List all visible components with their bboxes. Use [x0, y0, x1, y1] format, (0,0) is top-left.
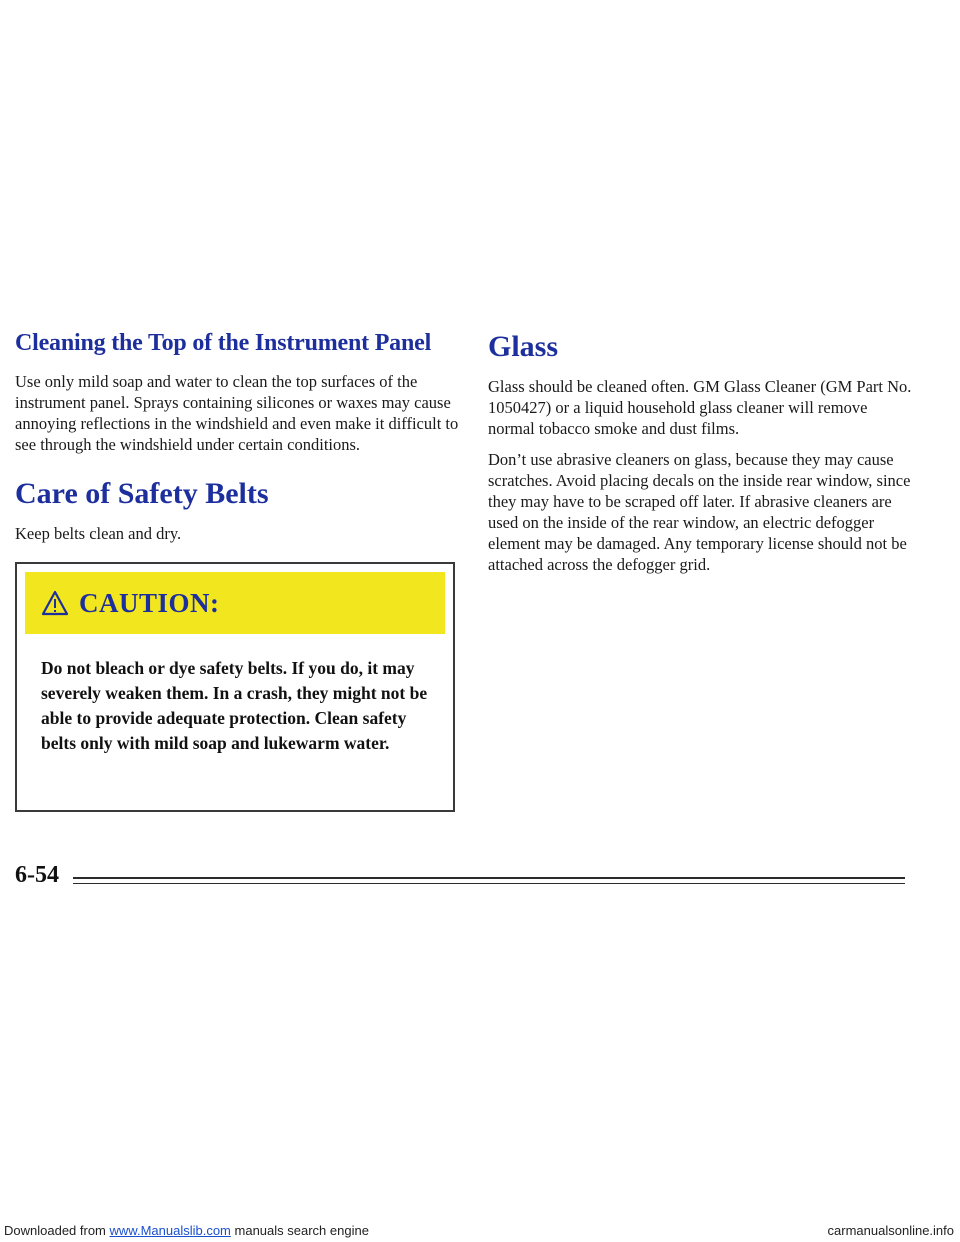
section-title-safety-belts: Care of Safety Belts [15, 477, 269, 510]
glass-paragraph-2: Don’t use abrasive cleaners on glass, because they may cause scratches. Avoid placing decals on the inside rear window, since they may have to be scraped off later. If abrasive cleaners are used on the inside of the rear window, an electric defogger element may be damaged. Any temporary license should not be attached across the defogger grid. [488, 450, 911, 574]
caution-header [25, 572, 445, 634]
page-footer [15, 862, 905, 892]
section-title-glass: Glass [488, 330, 559, 363]
safety-belts-paragraph: Keep belts clean and dry. [15, 524, 182, 543]
download-banner [0, 1220, 960, 1242]
glass-paragraph-1: Glass should be cleaned often. GM Glass Cleaner (GM Part No. 1050427) or a liquid household glass cleaner will remove normal tobacco smoke and dust films. [488, 377, 912, 438]
instrument-panel-paragraph: Use only mild soap and water to clean the top surfaces of the instrument panel. Sprays containing silicones or waxes may cause annoying reflections in the windshield and even make it difficult to see through the windshield under certain conditions. [15, 372, 459, 454]
manualslib-link[interactable]: www.Manualslib.com [109, 1223, 231, 1238]
caution-title: CAUTION: [79, 587, 220, 618]
download-suffix: manuals search engine [234, 1223, 369, 1238]
caution-text: Do not bleach or dye safety belts. If you do, it may severely weaken them. In a crash, they might not be able to provide adequate protection. Clean safety belts only with mild soap and lukewarm water. [41, 658, 428, 753]
watermark-site: carmanualsonline.info [827, 1223, 954, 1238]
download-prefix: Downloaded from [4, 1223, 106, 1238]
footer-rule-thin [73, 883, 905, 884]
download-notice [4, 1223, 369, 1238]
caution-box [15, 562, 455, 812]
footer-rule-thick [73, 877, 905, 879]
left-column [15, 330, 460, 812]
warning-triangle-icon [41, 589, 69, 617]
section-title-instrument-panel: Cleaning the Top of the Instrument Panel [15, 330, 432, 356]
page-number: 6-54 [15, 862, 59, 888]
right-column [488, 330, 918, 585]
